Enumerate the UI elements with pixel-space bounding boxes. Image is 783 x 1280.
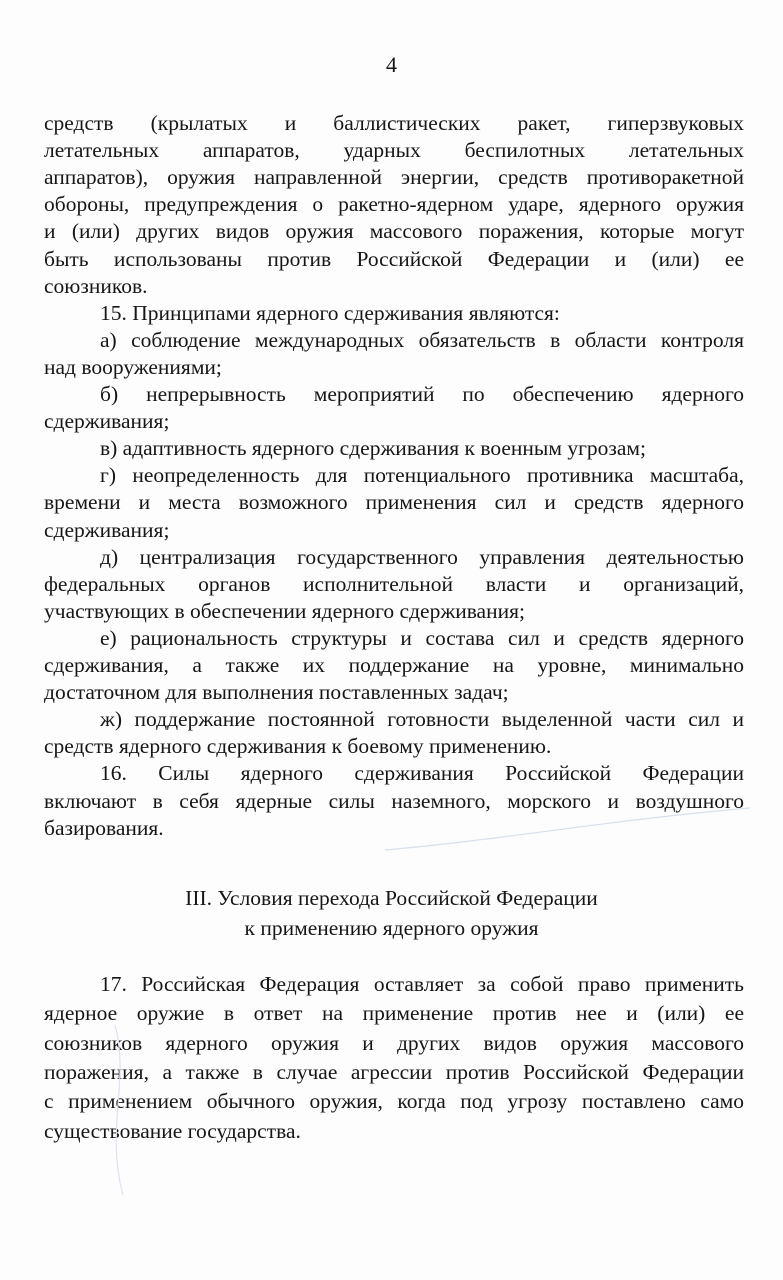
- text-line: быть использованы против Российской Федерации и (или) ее: [44, 246, 744, 271]
- text-line: ядерное оружие в ответ на применение против нее и (или) ее: [44, 1001, 744, 1026]
- text-line: аппаратов), оружия направленной энергии, средств противоракетной: [44, 165, 744, 190]
- text-line: поражения, а также в случае агрессии против Российской Федерации: [44, 1059, 744, 1084]
- text-line: включают в себя ядерные силы наземного, морского и воздушного: [44, 788, 744, 813]
- text-line: достаточном для выполнения поставленных задач;: [44, 680, 509, 705]
- text-line: сдерживания;: [44, 517, 170, 542]
- text-line: ж) поддержание постоянной готовности выделенной части сил и: [100, 707, 744, 732]
- text-line: над вооружениями;: [44, 354, 222, 379]
- text-line: и (или) других видов оружия массового поражения, которые могут: [44, 219, 744, 244]
- text-line: в) адаптивность ядерного сдерживания к военным угрозам;: [100, 436, 647, 461]
- text-line: сдерживания, а также их поддержание на уровне, минимально: [44, 653, 744, 677]
- section-heading-line-1: III. Условия перехода Российской Федерации: [185, 886, 598, 910]
- text-line: существование государства.: [44, 1118, 301, 1143]
- text-line: федеральных органов исполнительной власти и организаций,: [44, 571, 744, 596]
- text-line: б) непрерывность мероприятий по обеспечению ядерного: [100, 382, 744, 406]
- text-line: участвующих в обеспечении ядерного сдерживания;: [44, 598, 525, 623]
- text-line: д) централизация государственного управления деятельностью: [100, 544, 744, 569]
- text-line: союзников.: [44, 273, 148, 298]
- section-heading-line-2: к применению ядерного оружия: [244, 916, 539, 940]
- text-line: а) соблюдение международных обязательств в области контроля: [100, 327, 744, 352]
- page-number: 4: [386, 52, 397, 77]
- text-line: летательных аппаратов, ударных беспилотных летательных: [44, 138, 744, 163]
- text-line: е) рациональность структуры и состава сил и средств ядерного: [100, 625, 744, 650]
- text-line: средств ядерного сдерживания к боевому применению.: [44, 734, 552, 759]
- text-line: 15. Принципами ядерного сдерживания являются:: [100, 300, 560, 325]
- text-line: 17. Российская Федерация оставляет за собой право применить: [100, 972, 744, 996]
- text-line: союзников ядерного оружия и других видов оружия массового: [44, 1030, 744, 1055]
- text-line: 16. Силы ядерного сдерживания Российской Федерации: [100, 761, 744, 786]
- text-line: г) неопределенность для потенциального противника масштаба,: [100, 463, 744, 488]
- text-line: базирования.: [44, 815, 164, 840]
- text-line: времени и места возможного применения сил и средств ядерного: [44, 490, 744, 515]
- text-line: средств (крылатых и баллистических ракет, гиперзвуковых: [44, 111, 744, 135]
- text-line: сдерживания;: [44, 409, 170, 434]
- text-line: обороны, предупреждения о ракетно-ядерном ударе, ядерного оружия: [44, 192, 744, 217]
- text-line: с применением обычного оружия, когда под угрозу поставлено само: [44, 1089, 744, 1114]
